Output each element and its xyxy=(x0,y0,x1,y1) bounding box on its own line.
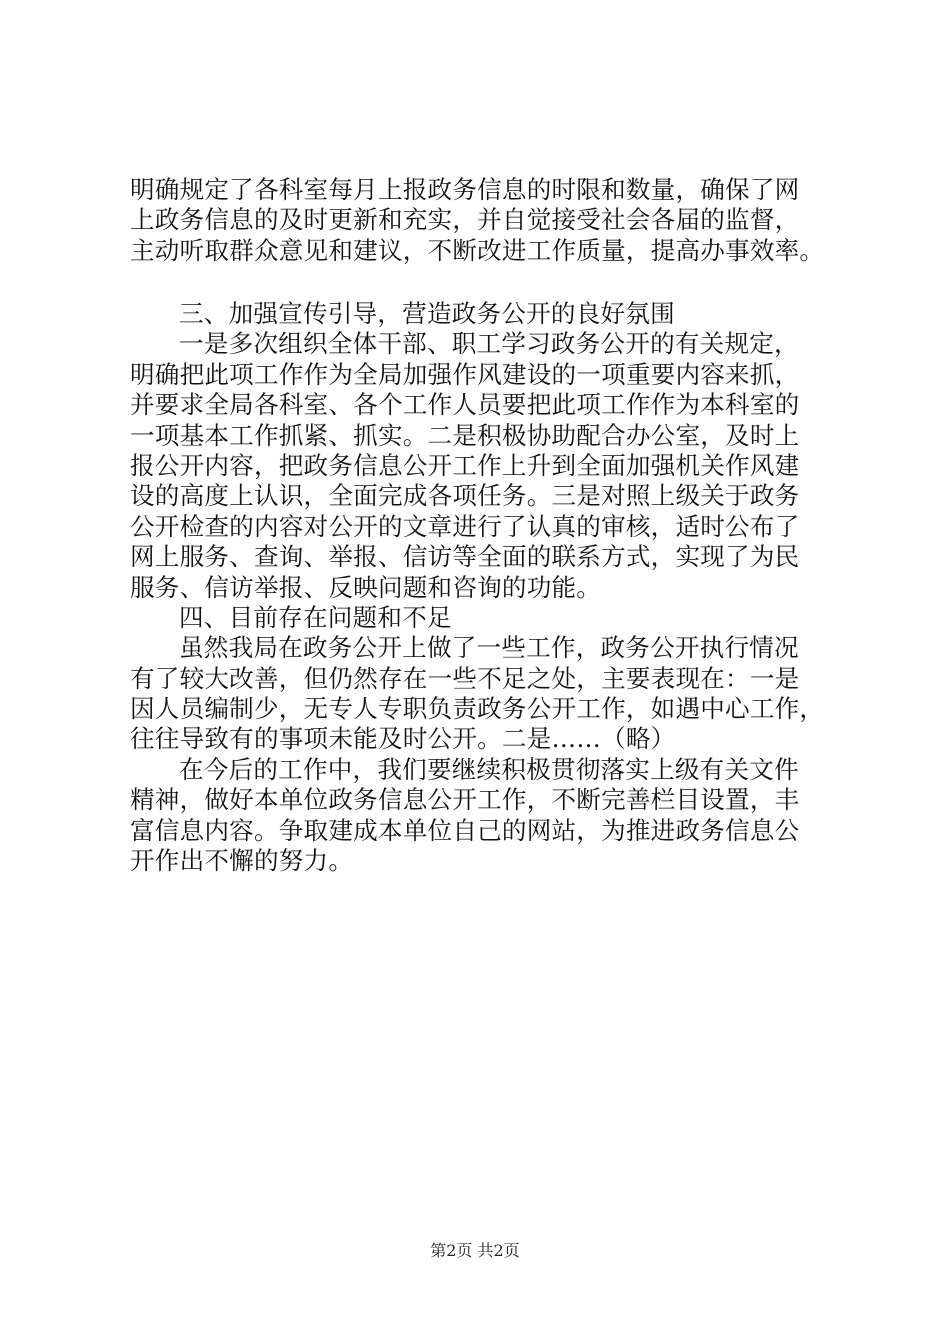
text-line: 虽然我局在政务公开上做了一些工作，政务公开执行情况 xyxy=(179,633,799,663)
text-line: 并要求全局各科室、各个工作人员要把此项工作作为本科室的 xyxy=(130,390,800,420)
section-heading-3: 三、加强宣传引导，营造政务公开的良好氛围 xyxy=(179,299,675,328)
text-line: 报公开内容，把政务信息公开工作上升到全面加强机关作风建 xyxy=(130,450,800,480)
page-footer xyxy=(0,1241,950,1261)
text-line: 富信息内容。争取建成本单位自己的网站，为推进政务信息公 xyxy=(130,815,800,845)
body-sections xyxy=(130,299,850,876)
text-line: 上政务信息的及时更新和充实，并自觉接受社会各届的监督， xyxy=(130,205,800,235)
text-line: 有了较大改善，但仍然存在一些不足之处，主要表现在：一是 xyxy=(130,663,800,693)
text-line: 明确规定了各科室每月上报政务信息的时限和数量，确保了网 xyxy=(130,175,800,204)
page-number: 第2页 共2页 xyxy=(430,1241,520,1260)
text-line: 一是多次组织全体干部、职工学习政务公开的有关规定， xyxy=(179,329,799,359)
text-line: 网上服务、查询、举报、信访等全面的联系方式，实现了为民 xyxy=(130,542,800,572)
text-line: 开作出不懈的努力。 xyxy=(130,846,354,876)
text-line: 设的高度上认识，全面完成各项任务。三是对照上级关于政务 xyxy=(130,481,800,511)
text-line: 往往导致有的事项未能及时公开。二是……（略） xyxy=(130,724,676,754)
text-line: 因人员编制少，无专人专职负责政务公开工作，如遇中心工作， xyxy=(130,694,825,724)
text-line: 在今后的工作中，我们要继续积极贯彻落实上级有关文件 xyxy=(179,754,799,784)
section-heading-4: 四、目前存在问题和不足 xyxy=(179,602,452,632)
text-line: 明确把此项工作作为全局加强作风建设的一项重要内容来抓， xyxy=(130,359,800,389)
text-line: 服务、信访举报、反映问题和咨询的功能。 xyxy=(130,572,602,602)
paragraph-continued xyxy=(130,175,850,266)
text-line: 主动听取群众意见和建议，不断改进工作质量，提高办事效率。 xyxy=(130,235,825,265)
text-line: 一项基本工作抓紧、抓实。二是积极协助配合办公室，及时上 xyxy=(130,420,800,450)
text-line: 精神，做好本单位政务信息公开工作，不断完善栏目设置，丰 xyxy=(130,785,800,815)
text-line: 公开检查的内容对公开的文章进行了认真的审核，适时公布了 xyxy=(130,511,800,541)
